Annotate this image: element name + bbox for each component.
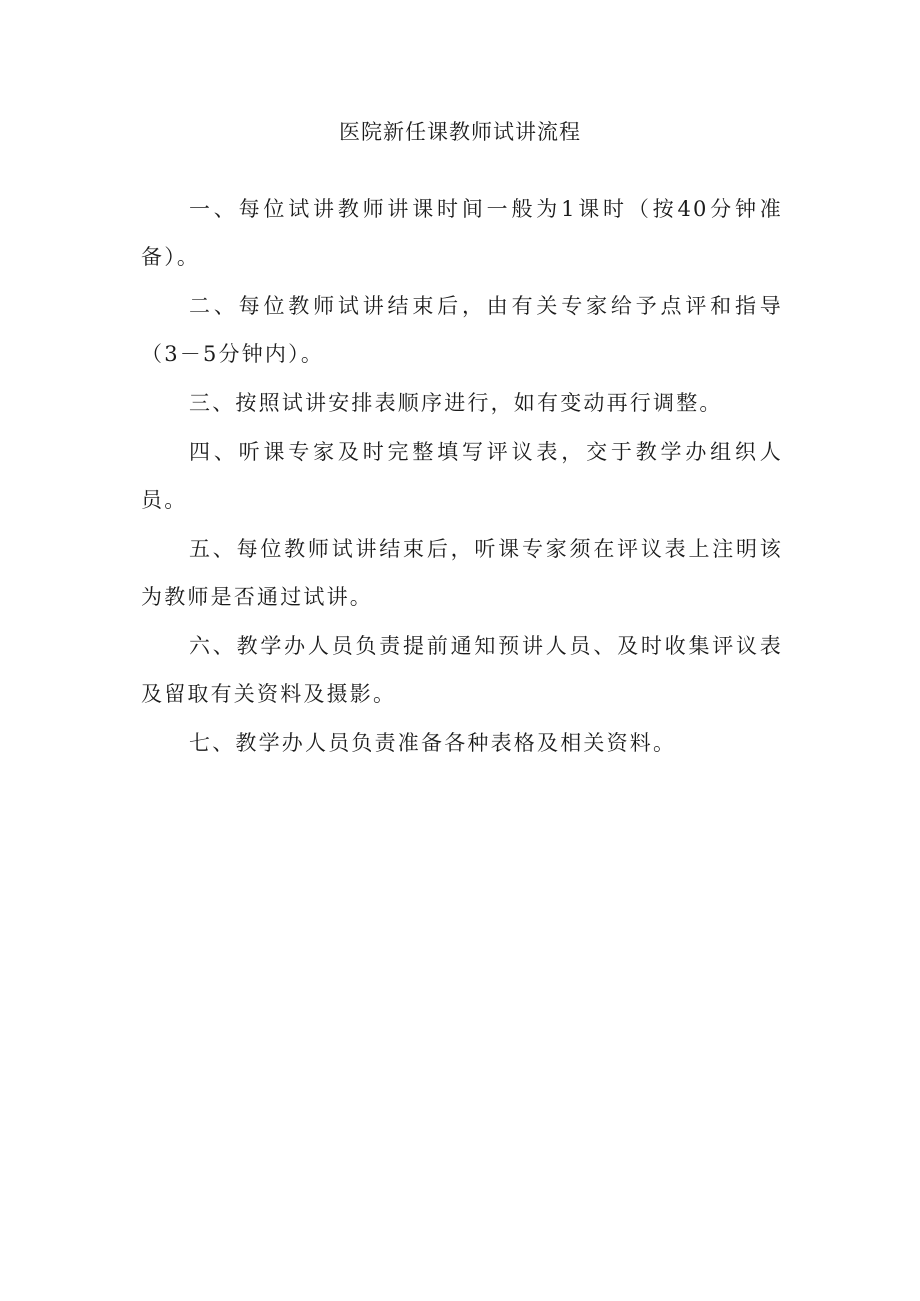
paragraph-3: 三、按照试讲安排表顺序进行，如有变动再行调整。 (189, 391, 723, 415)
paragraph-5: 五、每位教师试讲结束后，听课专家须在评议表上注明该为教师是否通过试讲。 (141, 537, 783, 609)
paragraph-6: 六、教学办人员负责提前通知预讲人员、及时收集评议表及留取有关资料及摄影。 (141, 634, 783, 706)
paragraph-7: 七、教学办人员负责准备各种表格及相关资料。 (189, 731, 677, 755)
document-title: 医院新任课教师试讲流程 (339, 120, 581, 144)
document-body (141, 185, 783, 768)
paragraph-4: 四、听课专家及时完整填写评议表，交于教学办组织人员。 (141, 440, 783, 512)
paragraph-2: 二、每位教师试讲结束后，由有关专家给予点评和指导（3－5分钟内）。 (141, 294, 783, 366)
paragraph-1: 一、每位试讲教师讲课时间一般为1课时（按40分钟准备）。 (141, 197, 783, 269)
